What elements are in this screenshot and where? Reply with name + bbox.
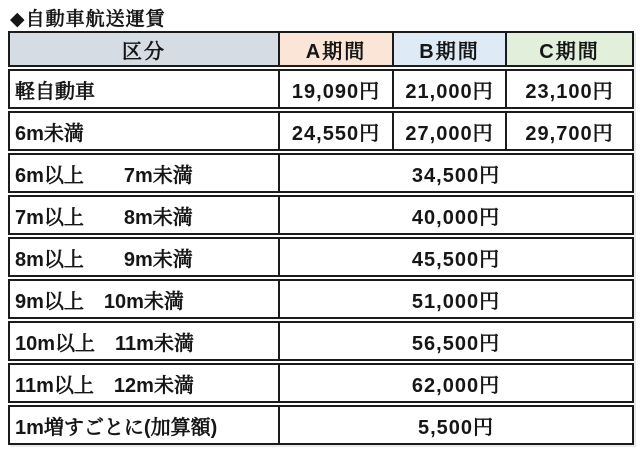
row-label: 9m以上 10m未満 [15,290,184,313]
page-title: ◆自動車航送運賃 [10,9,166,30]
fare-merged: 62,000円 [278,365,632,401]
fare-merged: 34,500円 [278,155,632,191]
table-row-kei [8,69,634,109]
header-category-cell: 区分 [10,33,278,65]
table-row-per-extra-1m [8,405,634,445]
row-label: 6m未満 [15,122,84,145]
header-period-c-cell: C期間 [505,33,632,65]
fare-period-a: 19,090円 [278,71,392,107]
row-label: 11m以上 12m未満 [15,374,194,397]
table-row-6m-7m [8,153,634,193]
fare-merged: 40,000円 [278,197,632,233]
fare-table [8,31,634,445]
table-row-11m-12m [8,363,634,403]
row-label: 10m以上 11m未満 [15,332,194,355]
fare-merged: 56,500円 [278,323,632,359]
header-period-b-cell: B期間 [392,33,505,65]
row-label: 1m増すごとに(加算額) [15,416,218,439]
table-row-10m-11m [8,321,634,361]
fare-merged: 5,500円 [278,407,632,443]
row-label: 軽自動車 [15,80,95,103]
row-label: 6m以上 7m未満 [15,164,193,187]
fare-period-c: 23,100円 [505,71,632,107]
row-label: 7m以上 8m未満 [15,206,193,229]
table-row-7m-8m [8,195,634,235]
fare-period-b: 27,000円 [392,113,505,149]
fare-period-c: 29,700円 [505,113,632,149]
fare-period-a: 24,550円 [278,113,392,149]
header-row [8,31,634,67]
table-row-8m-9m [8,237,634,277]
row-label: 8m以上 9m未満 [15,248,193,271]
fare-period-b: 21,000円 [392,71,505,107]
header-period-a-cell: A期間 [278,33,392,65]
table-row-9m-10m [8,279,634,319]
table-row-under6m [8,111,634,151]
fare-merged: 45,500円 [278,239,632,275]
fare-merged: 51,000円 [278,281,632,317]
